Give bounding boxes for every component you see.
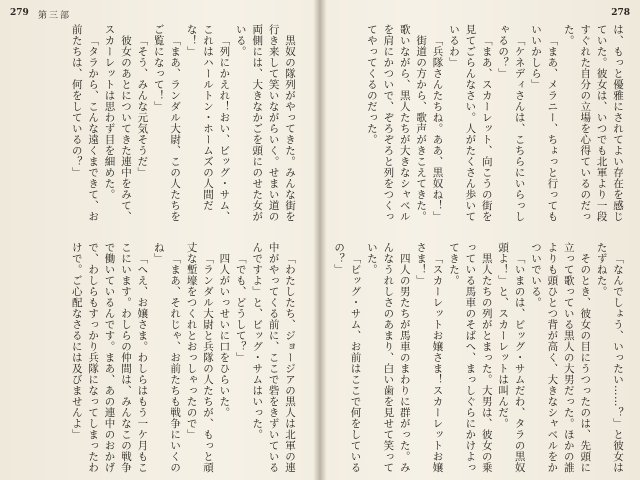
page-number: 278 — [611, 8, 630, 18]
paragraph: 「まあ、スカーレット、向こうの街を見てごらんなさい。人がたくさん歩いているわ」 — [447, 24, 493, 222]
paragraph: そのとき、彼女の目にうつったのは、先頭に立って歌っている黒人の大男だった。ほかの誰よりも頭ひとつ背が高く、大きなシャベルをかついでいる。 — [529, 242, 592, 473]
chapter-heading: 第三部 — [38, 11, 72, 21]
paragraph: 「まあ、それじゃ、お前たちも戦争にいくのね」 — [152, 242, 182, 473]
left-top-text-block — [10, 24, 298, 228]
paragraph: は、もっと優雅にされてよい存在を感じていた。彼女は、いつでも北軍より一段すぐれた自分の立場を心得ているのだった。 — [562, 24, 624, 222]
paragraph: 「タラから、こんな遠くまできて、お前たちは、何をしているの？」 — [70, 24, 100, 222]
paragraph: 彼女のあとについてきた連中をみて、スカーレットは思わず目を細めた。 — [103, 24, 132, 222]
paragraph: 「わたしたち、ジョージアの黒人は北軍の連中がやってくる前に、ここで砦をきずいているんですよ」と、ビッグ・サムはいった。 — [251, 242, 296, 473]
page-number: 279 — [10, 8, 29, 18]
paragraph: 四人がいっせいに口をひらいた。 — [218, 252, 231, 418]
paragraph: 「そう、みんな元気そうだ」 — [136, 34, 149, 178]
paragraph: 街道の方から、歌声がきこえてきた。歌いながら、黒人たちが大きなシャベルを肩にかついで、ぞろぞろと列をつくってやってくるのだった。 — [365, 24, 428, 222]
right-bottom-text-block — [332, 242, 626, 474]
paragraph: 黒奴の隊列がやってきた。みんな街を行き来して笑いながらいく。せまい道の両側には、大きなかごを頭にのせた女がいる。 — [234, 24, 296, 222]
paragraph: 「まあ、ランダル大尉、この人たちをご覧になって！」 — [152, 24, 182, 222]
paragraph: 「でも、どうして？」 — [234, 252, 247, 363]
paragraph: 「いまのは、ビッグ・サムだわ、タラの黒奴頭よ！」と、スカーレットは叫んだ。 — [497, 242, 526, 473]
paragraph: 黒人たちの列がとまった。大男は、彼女の乗っている馬車のそばへ、まっしぐらにかけよってきた。 — [447, 242, 493, 473]
left-bottom-text-block — [10, 242, 298, 474]
right-page — [322, 0, 640, 480]
left-page — [0, 0, 318, 480]
paragraph: 「スカーレットお嬢さま！スカーレットお嬢さま！」 — [415, 242, 444, 473]
paragraph: 四人の男たちが馬車のまわりに群がった。みんなうれしさのあまり、白い歯を見せて笑っていた。 — [365, 242, 411, 473]
paragraph: 「ケネディさんは、こちらにいらっしゃるの？」 — [497, 24, 526, 222]
right-top-text-block — [332, 24, 626, 228]
paragraph: 「ビッグ・サム、お前はここで何をしているの？」 — [333, 242, 362, 473]
paragraph: 「列にかえれ！おい、ビッグ・サム、これはハールトン・ホームズの人間だな！」 — [185, 24, 231, 222]
paragraph: 「なんでしょう、いったい……？」と彼女はたずねた。 — [595, 242, 624, 473]
paragraph: 「へえ、お嬢さま。わしらはもう一ケ月もここにいます。わしらの仲間は、みんなこの戦争で働いているんです。まあ、あの連中のおかげで、わしらもすっかり兵隊になってしまったわけで。ご心配なさるには及びませんよ」 — [70, 242, 149, 473]
paragraph: 「兵隊さんたちね。ああ、黒奴ね！」 — [431, 34, 444, 222]
paragraph: 「まあ、メラニー、ちょっと行ってもいいかしら」 — [529, 24, 559, 222]
paragraph: 「ランダル大尉と兵隊の人たちが、もっと頑丈な塹壕をつくれとおっしゃったので」 — [185, 242, 214, 473]
